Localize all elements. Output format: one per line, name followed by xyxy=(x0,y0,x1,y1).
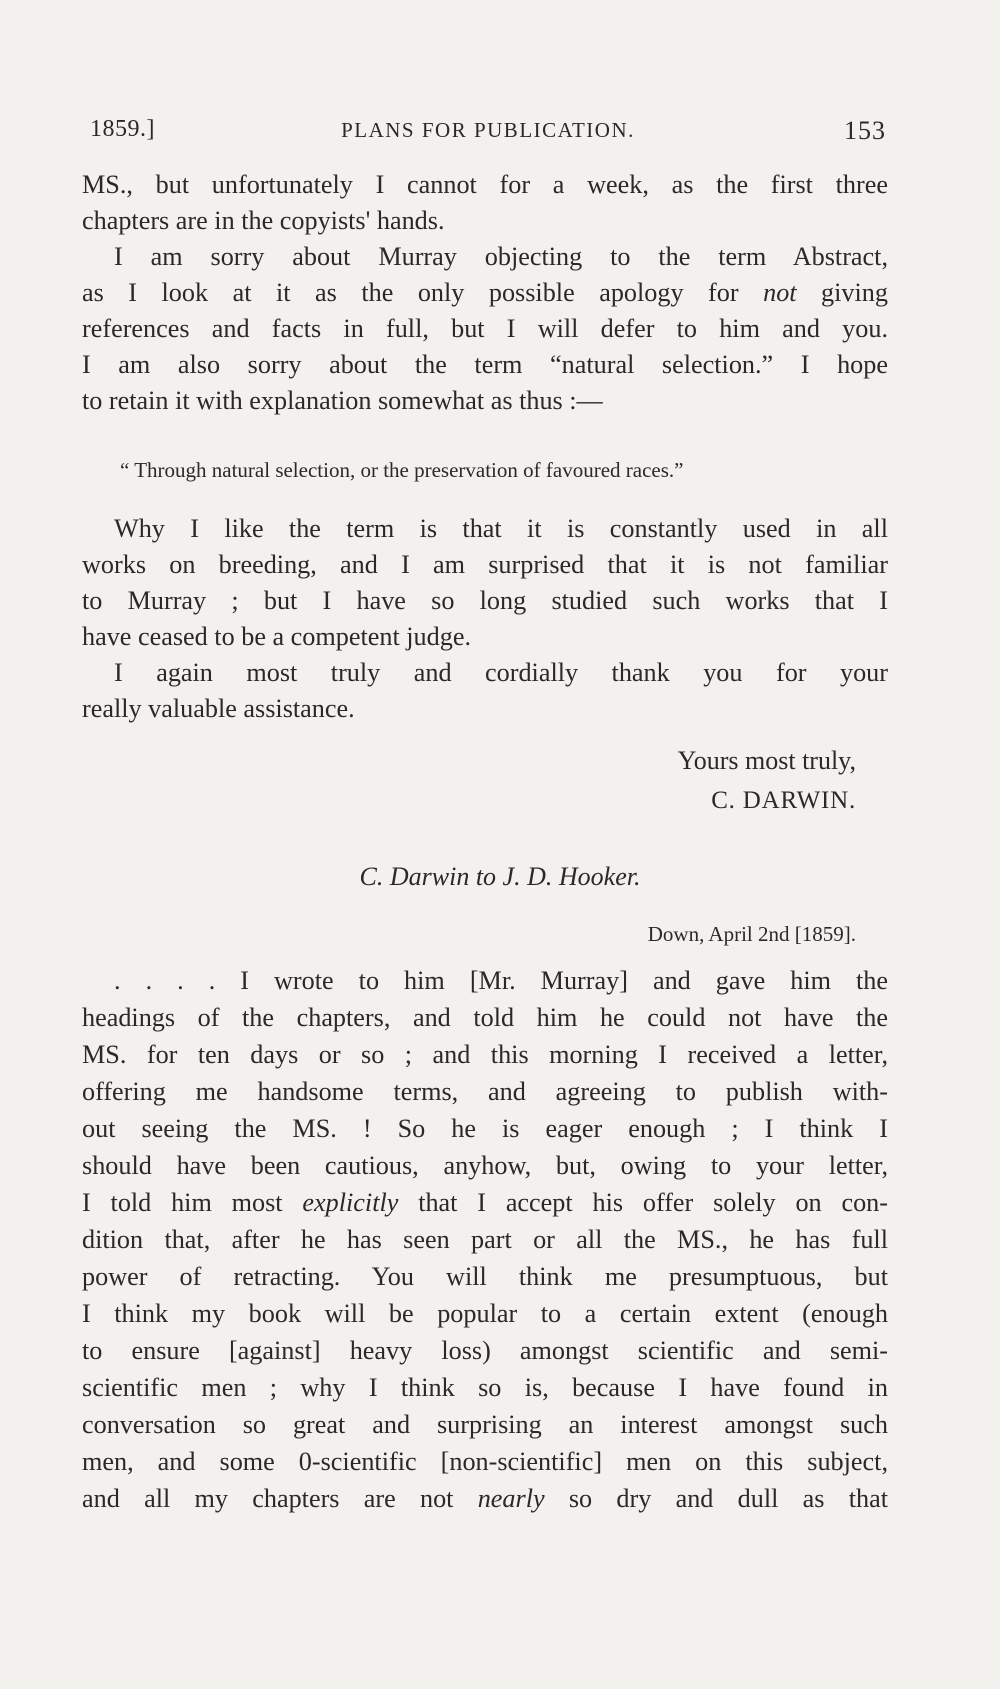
text-line xyxy=(82,274,888,312)
text-line: I am sorry about Murray objecting to the term Abstract, xyxy=(114,242,888,271)
text-line: chapters are in the copyists' hands. xyxy=(82,206,445,235)
text-line: to ensure [against] heavy loss) amongst scientific and semi- xyxy=(82,1336,888,1365)
text-line: . . . . I wrote to him [Mr. Murray] and gave him the xyxy=(114,966,888,995)
text-segment: giving xyxy=(796,278,888,307)
text-segment: and all my chapters are not xyxy=(82,1484,478,1513)
text-line: out seeing the MS. ! So he is eager enough ; I think I xyxy=(82,1114,888,1143)
running-head-title: PLANS FOR PUBLICATION. xyxy=(341,118,635,142)
text-segment: so dry and dull as that xyxy=(544,1484,889,1513)
letter-heading: C. Darwin to J. D. Hooker. xyxy=(359,862,641,891)
running-head-year: 1859.] xyxy=(90,116,155,142)
text-line: to Murray ; but I have so long studied such works that I xyxy=(82,586,888,615)
page-number: 153 xyxy=(844,116,886,145)
text-line: have ceased to be a competent judge. xyxy=(82,622,472,651)
text-line: really valuable assistance. xyxy=(82,694,355,723)
emphasis-not: not xyxy=(763,278,797,307)
text-line xyxy=(82,1184,888,1222)
text-line: to retain it with explanation somewhat as thus :— xyxy=(82,386,603,415)
text-segment: as I look at it as the only possible apology for xyxy=(82,278,764,307)
text-line: conversation so great and surprising an interest amongst such xyxy=(82,1410,888,1439)
text-line: should have been cautious, anyhow, but, owing to your letter, xyxy=(82,1151,888,1180)
signature: C. DARWIN. xyxy=(711,787,856,814)
text-line: headings of the chapters, and told him he could not have the xyxy=(82,1003,888,1032)
text-line: Why I like the term is that it is constantly used in all xyxy=(114,514,888,543)
text-line: scientific men ; why I think so is, because I have found in xyxy=(82,1373,888,1402)
text-line: references and facts in full, but I will defer to him and you. xyxy=(82,314,888,343)
text-line: men, and some 0-scientific [non-scientific] men on this subject, xyxy=(82,1447,888,1476)
text-segment: I told him most xyxy=(82,1188,303,1217)
text-line: MS., but unfortunately I cannot for a week, as the first three xyxy=(82,170,888,199)
dateline: Down, April 2nd [1859]. xyxy=(647,922,856,946)
text-line: works on breeding, and I am surprised that it is not familiar xyxy=(82,550,888,579)
text-line: I am also sorry about the term “natural selection.” I hope xyxy=(82,350,888,379)
text-line xyxy=(82,1480,888,1518)
emphasis-explicitly: explicitly xyxy=(302,1188,399,1217)
closing: Yours most truly, xyxy=(677,746,856,775)
text-segment: that I accept his offer solely on con- xyxy=(398,1188,888,1217)
text-line: dition that, after he has seen part or all the MS., he has full xyxy=(82,1225,888,1254)
running-head xyxy=(90,116,886,150)
text-line: MS. for ten days or so ; and this morning I received a letter, xyxy=(82,1040,888,1069)
text-line: I think my book will be popular to a certain extent (enough xyxy=(82,1299,888,1328)
text-line: I again most truly and cordially thank you for your xyxy=(114,658,888,687)
text-line: offering me handsome terms, and agreeing to publish with- xyxy=(82,1077,888,1106)
text-line: power of retracting. You will think me presumptuous, but xyxy=(82,1262,888,1291)
emphasis-nearly: nearly xyxy=(477,1484,545,1513)
quotation: “ Through natural selection, or the preservation of favoured races.” xyxy=(120,458,684,482)
